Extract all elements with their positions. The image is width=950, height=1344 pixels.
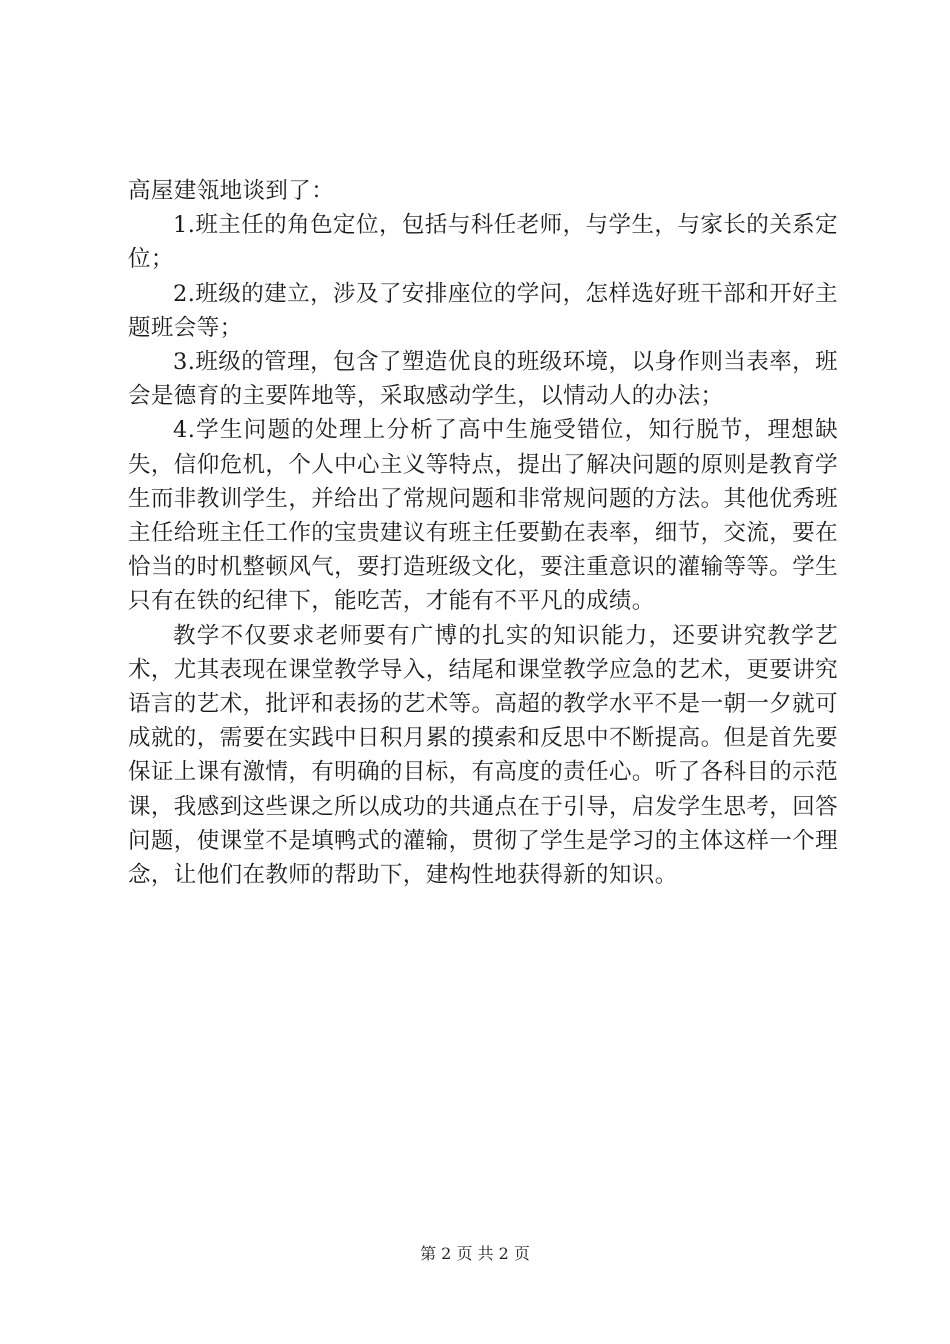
page-footer: 第 2 页 共 2 页 xyxy=(420,1244,530,1263)
document-body xyxy=(128,174,838,892)
paragraph-item-1: 1.班主任的角色定位，包括与科任老师，与学生，与家长的关系定位； xyxy=(128,212,838,273)
paragraph-item-4: 4.学生问题的处理上分析了高中生施受错位，知行脱节，理想缺失，信仰危机，个人中心主义等特点，提出了解决问题的原则是教育学生而非教训学生，并给出了常规问题和非常规问题的方法。其他优秀班主任给班主任工作的宝贵建议有班主任要勤在表率，细节，交流，要在恰当的时机整顿风气，要打造班级文化，要注重意识的灌输等等。学生只有在铁的纪律下，能吃苦，才能有不平凡的成绩。 xyxy=(128,417,838,615)
paragraph-item-3: 3.班级的管理，包含了塑造优良的班级环境，以身作则当表率，班会是德育的主要阵地等，采取感动学生，以情动人的办法； xyxy=(128,349,838,410)
paragraph-intro: 高屋建瓴地谈到了： xyxy=(128,178,335,204)
paragraph-teaching: 教学不仅要求老师要有广博的扎实的知识能力，还要讲究教学艺术，尤其表现在课堂教学导入，结尾和课堂教学应急的艺术，更要讲究语言的艺术，批评和表扬的艺术等。高超的教学水平不是一朝一夕就可成就的，需要在实践中日积月累的摸索和反思中不断提高。但是首先要保证上课有激情，有明确的目标，有高度的责任心。听了各科目的示范课，我感到这些课之所以成功的共通点在于引导，启发学生思考，回答问题，使课堂不是填鸭式的灌输，贯彻了学生是学习的主体这样一个理念，让他们在教师的帮助下，建构性地获得新的知识。 xyxy=(128,622,838,889)
paragraph-item-2: 2.班级的建立，涉及了安排座位的学问，怎样选好班干部和开好主题班会等； xyxy=(128,280,838,341)
